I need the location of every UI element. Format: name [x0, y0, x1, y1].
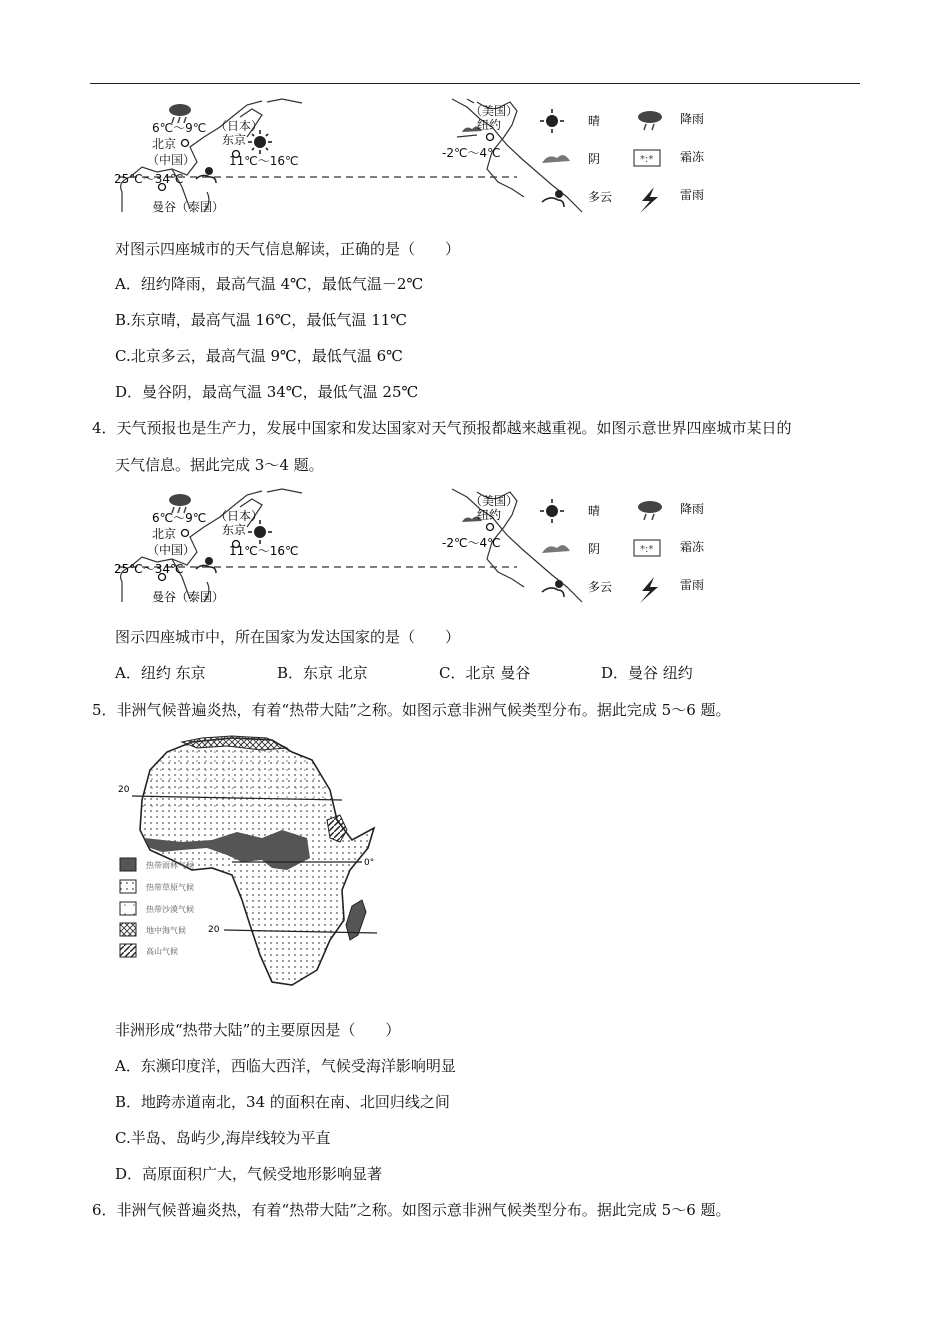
bangkok-name: 曼谷（泰国）	[152, 200, 225, 214]
newyork-temp: -2℃～4℃	[442, 536, 501, 550]
beijing-name: 北京	[152, 527, 177, 541]
beijing-country: （中国）	[147, 153, 196, 167]
legend-rain: 降雨	[680, 502, 705, 516]
q3-stem: 对图示四座城市的天气信息解读，正确的是（ ）	[115, 240, 461, 258]
q6-intro: 6．非洲气候普遍炎热，有着“热带大陆”之称。如图示意非洲气候类型分布。据此完成 5～6 题。	[92, 1201, 731, 1219]
beijing-temp: 6℃～9℃	[152, 511, 207, 525]
climate-legend	[120, 858, 194, 957]
q4-option-c[interactable]: C．北京 曼谷	[439, 664, 531, 682]
overcast-icon	[542, 155, 570, 163]
header-rule	[90, 83, 860, 84]
sunny-icon	[540, 499, 564, 523]
cloudy-icon	[196, 167, 216, 183]
lat-south-label: 20	[208, 925, 220, 935]
weather-map-figure-2	[112, 487, 712, 607]
legend-highland: 高山气候	[146, 947, 178, 956]
legend-sunny: 晴	[588, 114, 601, 128]
legend-thunder: 雷雨	[680, 578, 705, 592]
legend-overcast: 阴	[588, 542, 601, 556]
q5-option-d[interactable]: D．高原面积广大，气候受地形影响显著	[115, 1165, 383, 1183]
cloudy-icon	[542, 190, 564, 207]
tokyo-temp: 11℃～16℃	[229, 154, 299, 168]
beijing-temp: 6℃～9℃	[152, 121, 207, 135]
legend-frost: 霜冻	[680, 540, 705, 554]
legend-thunder: 雷雨	[680, 188, 705, 202]
thunder-icon	[640, 187, 658, 213]
sunny-icon	[248, 520, 272, 544]
weather-map-figure-1	[112, 97, 712, 217]
svg-text:*:*: *:*	[640, 544, 654, 555]
svg-text:*:*: *:*	[640, 154, 654, 165]
legend-rain: 降雨	[680, 112, 705, 126]
q5-option-a[interactable]: A．东濒印度洋，西临大西洋，气候受海洋影响明显	[115, 1057, 456, 1075]
q4-option-a[interactable]: A．纽约 东京	[115, 664, 206, 682]
equator-label: 0°	[364, 858, 375, 868]
sunny-icon	[540, 109, 564, 133]
tokyo-name: 东京	[222, 523, 247, 537]
q4-option-d[interactable]: D．曼谷 纽约	[601, 664, 693, 682]
tokyo-country: （日本）	[215, 119, 264, 133]
newyork-name: 纽约	[477, 118, 502, 132]
sunny-icon	[248, 130, 272, 154]
q4-options	[115, 662, 763, 683]
tokyo-temp: 11℃～16℃	[229, 544, 299, 558]
q4-intro-line2: 天气信息。据此完成 3～4 题。	[115, 456, 324, 474]
legend-desert: 热带沙漠气候	[146, 905, 194, 914]
beijing-name: 北京	[152, 137, 177, 151]
tokyo-name: 东京	[222, 133, 247, 147]
q5-intro: 5．非洲气候普遍炎热，有着“热带大陆”之称。如图示意非洲气候类型分布。据此完成 5～6 题。	[92, 701, 731, 719]
legend-rainforest: 热带雨林气候	[146, 861, 194, 870]
q3-option-d[interactable]: D．曼谷阴，最高气温 34℃，最低气温 25℃	[115, 383, 419, 401]
lat-north-label: 20	[118, 785, 130, 795]
weather-legend	[540, 499, 705, 603]
frost-icon	[634, 150, 660, 166]
cloudy-icon	[196, 557, 216, 573]
bangkok-temp: 25℃～34℃	[114, 172, 184, 186]
q4-option-b[interactable]: B．东京 北京	[277, 664, 368, 682]
legend-savanna: 热带草原气候	[146, 883, 194, 892]
thunder-icon	[640, 577, 658, 603]
q3-option-a[interactable]: A．纽约降雨，最高气温 4℃，最低气温－2℃	[115, 275, 424, 293]
beijing-country: （中国）	[147, 543, 196, 557]
legend-cloudy: 多云	[588, 580, 613, 594]
q3-option-b[interactable]: B.东京晴，最高气温 16℃，最低气温 11℃	[115, 311, 408, 329]
legend-mediterranean: 地中海气候	[146, 926, 186, 935]
bangkok-temp: 25℃～34℃	[114, 562, 184, 576]
cloudy-icon	[542, 580, 564, 597]
newyork-name: 纽约	[477, 508, 502, 522]
legend-sunny: 晴	[588, 504, 601, 518]
africa-climate-map	[112, 730, 392, 992]
q5-option-b[interactable]: B．地跨赤道南北，34 的面积在南、北回归线之间	[115, 1093, 450, 1111]
q4-intro-line1: 4．天气预报也是生产力，发展中国家和发达国家对天气预报都越来越重视。如图示意世界四座城市某日的	[92, 419, 792, 437]
newyork-temp: -2℃～4℃	[442, 146, 501, 160]
tokyo-country: （日本）	[215, 509, 264, 523]
legend-cloudy: 多云	[588, 190, 613, 204]
q5-option-c[interactable]: C.半岛、岛屿少,海岸线较为平直	[115, 1129, 331, 1147]
rain-icon	[638, 501, 662, 520]
legend-overcast: 阴	[588, 152, 601, 166]
weather-legend	[540, 109, 705, 213]
rain-icon	[638, 111, 662, 130]
q3-option-c[interactable]: C.北京多云，最高气温 9℃，最低气温 6℃	[115, 347, 403, 365]
overcast-icon	[542, 545, 570, 553]
bangkok-name: 曼谷（泰国）	[152, 590, 225, 604]
legend-frost: 霜冻	[680, 150, 705, 164]
frost-icon	[634, 540, 660, 556]
newyork-country: （美国）	[470, 104, 519, 118]
newyork-country: （美国）	[470, 494, 519, 508]
q4-stem: 图示四座城市中，所在国家为发达国家的是（ ）	[115, 628, 461, 646]
q5-stem: 非洲形成“热带大陆”的主要原因是（ ）	[115, 1021, 401, 1039]
